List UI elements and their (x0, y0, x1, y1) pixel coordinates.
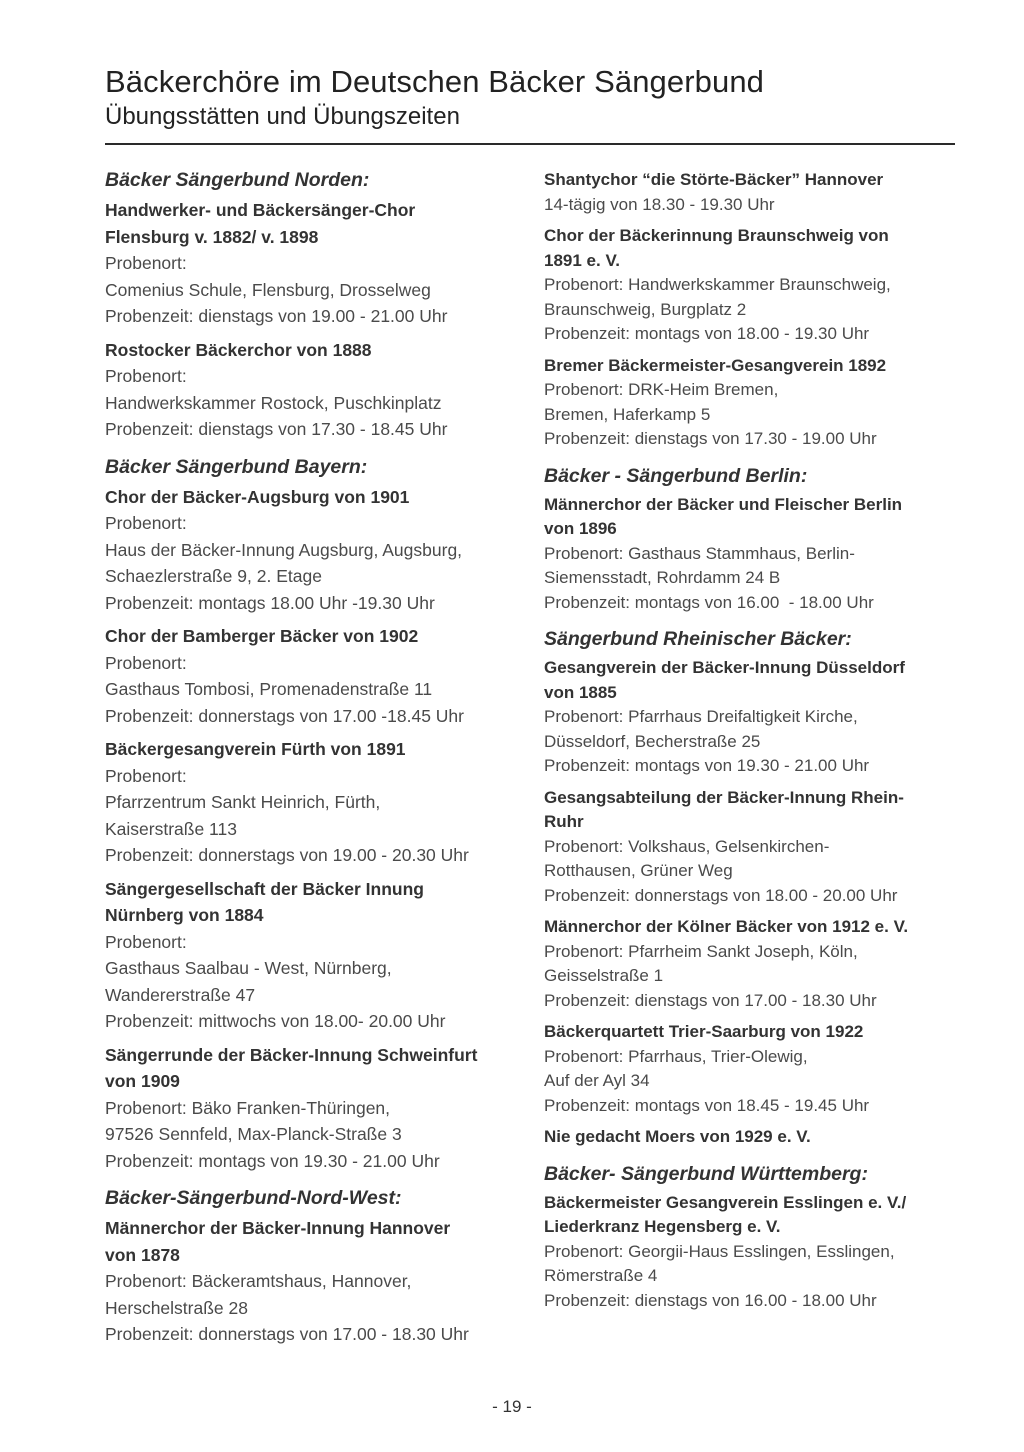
choir-name: Bäckergesangverein Fürth von 1891 (105, 739, 406, 759)
region-section (544, 625, 969, 1150)
page-title: Bäckerchöre im Deutschen Bäcker Sängerbund (105, 64, 764, 99)
choir-name: Ruhr (544, 812, 584, 831)
choir-name: Shantychor “die Störte-Bäcker” Hannover (544, 170, 884, 189)
choir-detail: Probenort: Handwerkskammer Braunschweig, (544, 275, 891, 294)
choir-detail: Rotthausen, Grüner Weg (544, 861, 733, 880)
choir-name: Bremer Bäckermeister-Gesangverein 1892 (544, 355, 887, 375)
left-column (105, 166, 530, 1355)
choir-name: 1891 e. V. (544, 250, 620, 270)
choir-detail: Düsseldorf, Becherstraße 25 (544, 731, 761, 751)
right-column (544, 168, 969, 1320)
region-heading: Bäcker-Sängerbund-Nord-West: (105, 1187, 402, 1209)
choir-detail: Probenort: Georgii-Haus Esslingen, Esslingen, (544, 1241, 895, 1261)
choir-entry (105, 1215, 530, 1348)
header-divider (105, 143, 955, 145)
choir-detail: Gasthaus Saalbau - West, Nürnberg, (105, 958, 392, 978)
choir-name: Nürnberg von 1884 (105, 905, 264, 925)
choir-name: von 1878 (105, 1244, 180, 1265)
choir-detail: Comenius Schule, Flensburg, Drosselweg (105, 279, 431, 300)
choir-name: Flensburg v. 1882/ v. 1898 (105, 226, 319, 247)
choir-detail: Probenort: Pfarrhaus Dreifaltigkeit Kirche, (544, 707, 858, 726)
choir-detail: Probenzeit: montags 18.00 Uhr -19.30 Uhr (105, 592, 435, 613)
choir-detail: Probenzeit: dienstags von 19.00 - 21.00 Uhr (105, 306, 448, 326)
region-heading: Bäcker Sängerbund Bayern: (105, 455, 368, 478)
choir-detail: Probenzeit: donnerstags von 17.00 - 18.30 Uhr (105, 1324, 469, 1344)
choir-name: von 1909 (105, 1071, 180, 1091)
choir-name: Gesangverein der Bäcker-Innung Düsseldorf (544, 658, 905, 677)
choir-detail: Gasthaus Tombosi, Promenadenstraße 11 (105, 679, 433, 699)
choir-entry (105, 197, 530, 330)
choir-entry (105, 1042, 530, 1175)
choir-detail: Probenort: Pfarrhaus, Trier-Olewig, (544, 1046, 808, 1066)
choir-detail: Wandererstraße 47 (105, 984, 256, 1005)
choir-detail: Probenzeit: montags von 19.30 - 21.00 Uhr (105, 1150, 440, 1171)
choir-entry (544, 354, 969, 452)
page-header (105, 62, 955, 132)
choir-name: Rostocker Bäckerchor von 1888 (105, 339, 372, 360)
choir-detail: Probenort: (105, 513, 187, 533)
choir-detail: Kaiserstraße 113 (105, 818, 237, 839)
choir-name: Chor der Bamberger Bäcker von 1902 (105, 626, 419, 646)
choir-name: Sängerrunde der Bäcker-Innung Schweinfurt (105, 1044, 478, 1065)
region-heading: Bäcker- Sängerbund Württemberg: (544, 1162, 868, 1185)
choir-detail: Probenort: Volkshaus, Gelsenkirchen- (544, 836, 830, 856)
choir-entry (105, 623, 530, 729)
choir-detail: Probenzeit: donnerstags von 18.00 - 20.00 Uhr (544, 885, 898, 905)
choir-detail: Probenort: (105, 652, 187, 673)
choir-name: Bäckermeister Gesangverein Esslingen e. V./ (544, 1192, 907, 1212)
choir-name: Männerchor der Bäcker und Fleischer Berlin (544, 494, 903, 514)
region-section (105, 166, 530, 443)
choir-name: von 1896 (544, 519, 617, 538)
choir-detail: Braunschweig, Burgplatz 2 (544, 299, 747, 319)
choir-detail: Probenzeit: dienstags von 16.00 - 18.00 Uhr (544, 1290, 877, 1310)
choir-detail: Probenzeit: montags von 16.00 - 18.00 Uhr (544, 592, 874, 612)
choir-detail: 97526 Sennfeld, Max-Planck-Straße 3 (105, 1124, 402, 1144)
page-subtitle: Übungsstätten und Übungszeiten (105, 103, 460, 130)
region-heading: Sängerbund Rheinischer Bäcker: (544, 628, 852, 650)
region-heading: Bäcker - Sängerbund Berlin: (544, 464, 808, 487)
page-number: - 19 - (492, 1397, 532, 1416)
choir-detail: 14-tägig von 18.30 - 19.30 Uhr (544, 194, 775, 214)
choir-entry (105, 736, 530, 869)
choir-detail: Auf der Ayl 34 (544, 1071, 650, 1090)
choir-name: Männerchor der Kölner Bäcker von 1912 e. V. (544, 917, 909, 936)
choir-detail: Probenzeit: montags von 19.30 - 21.00 Uhr (544, 756, 870, 775)
choir-entry (544, 224, 969, 347)
choir-name: Chor der Bäckerinnung Braunschweig von (544, 226, 889, 245)
choir-detail: Haus der Bäcker-Innung Augsburg, Augsburg, (105, 539, 463, 560)
choir-detail: Geisselstraße 1 (544, 966, 664, 985)
choir-name: Nie gedacht Moers von 1929 e. V. (544, 1127, 811, 1146)
choir-detail: Probenzeit: montags von 18.00 - 19.30 Uhr (544, 324, 870, 343)
choir-name: Bäckerquartett Trier-Saarburg von 1922 (544, 1022, 864, 1041)
choir-detail: Bremen, Haferkamp 5 (544, 404, 711, 424)
choir-detail: Probenort: DRK-Heim Bremen, (544, 380, 779, 399)
choir-detail: Schaezlerstraße 9, 2. Etage (105, 566, 322, 586)
choir-entry (544, 915, 969, 1013)
choir-entry (544, 786, 969, 909)
choir-detail: Probenort: Bäckeramtshaus, Hannover, (105, 1271, 412, 1291)
choir-name: Sängergesellschaft der Bäcker Innung (105, 878, 424, 899)
choir-detail: Probenzeit: mittwochs von 18.00- 20.00 Uhr (105, 1011, 446, 1031)
choir-name: Gesangsabteilung der Bäcker-Innung Rhein- (544, 787, 904, 807)
region-section (544, 1160, 969, 1314)
region-section (105, 453, 530, 1175)
choir-name: Liederkranz Hegensberg e. V. (544, 1217, 781, 1236)
choir-name: Männerchor der Bäcker-Innung Hannover (105, 1218, 451, 1238)
choir-entry (544, 168, 969, 217)
choir-detail: Probenort: Bäko Franken-Thüringen, (105, 1097, 391, 1118)
choir-entry (544, 656, 969, 779)
region-section (544, 462, 969, 616)
choir-detail: Herschelstraße 28 (105, 1297, 248, 1318)
choir-detail: Probenzeit: dienstags von 17.30 - 19.00 Uhr (544, 429, 877, 448)
choir-detail: Probenort: (105, 931, 187, 952)
choir-detail: Probenzeit: dienstags von 17.30 - 18.45 Uhr (105, 419, 448, 439)
choir-entry (544, 493, 969, 616)
choir-detail: Probenzeit: dienstags von 17.00 - 18.30 Uhr (544, 990, 877, 1010)
choir-detail: Probenzeit: donnerstags von 19.00 - 20.30 Uhr (105, 845, 469, 865)
choir-detail: Probenort: (105, 366, 187, 386)
choir-entry (105, 337, 530, 443)
choir-detail: Römerstraße 4 (544, 1266, 658, 1285)
choir-entry (544, 1191, 969, 1314)
region-section (105, 1184, 530, 1348)
region-heading: Bäcker Sängerbund Norden: (105, 169, 370, 191)
choir-detail: Probenort: Gasthaus Stammhaus, Berlin- (544, 543, 855, 563)
choir-detail: Probenort: Pfarrheim Sankt Joseph, Köln, (544, 941, 858, 961)
choir-detail: Handwerkskammer Rostock, Puschkinplatz (105, 392, 442, 413)
choir-name: Chor der Bäcker-Augsburg von 1901 (105, 486, 410, 507)
choir-entry (544, 1125, 969, 1150)
choir-detail: Probenort: (105, 253, 187, 273)
region-section (544, 168, 969, 452)
choir-detail: Siemensstadt, Rohrdamm 24 B (544, 568, 781, 587)
choir-entry (544, 1020, 969, 1118)
choir-detail: Pfarrzentrum Sankt Heinrich, Fürth, (105, 792, 381, 812)
choir-entry (105, 484, 530, 617)
choir-detail: Probenzeit: montags von 18.45 - 19.45 Uhr (544, 1095, 870, 1115)
choir-name: Handwerker- und Bäckersänger-Chor (105, 200, 416, 220)
choir-name: von 1885 (544, 682, 617, 702)
choir-detail: Probenort: (105, 765, 187, 786)
choir-entry (105, 876, 530, 1035)
choir-detail: Probenzeit: donnerstags von 17.00 -18.45 Uhr (105, 705, 464, 726)
